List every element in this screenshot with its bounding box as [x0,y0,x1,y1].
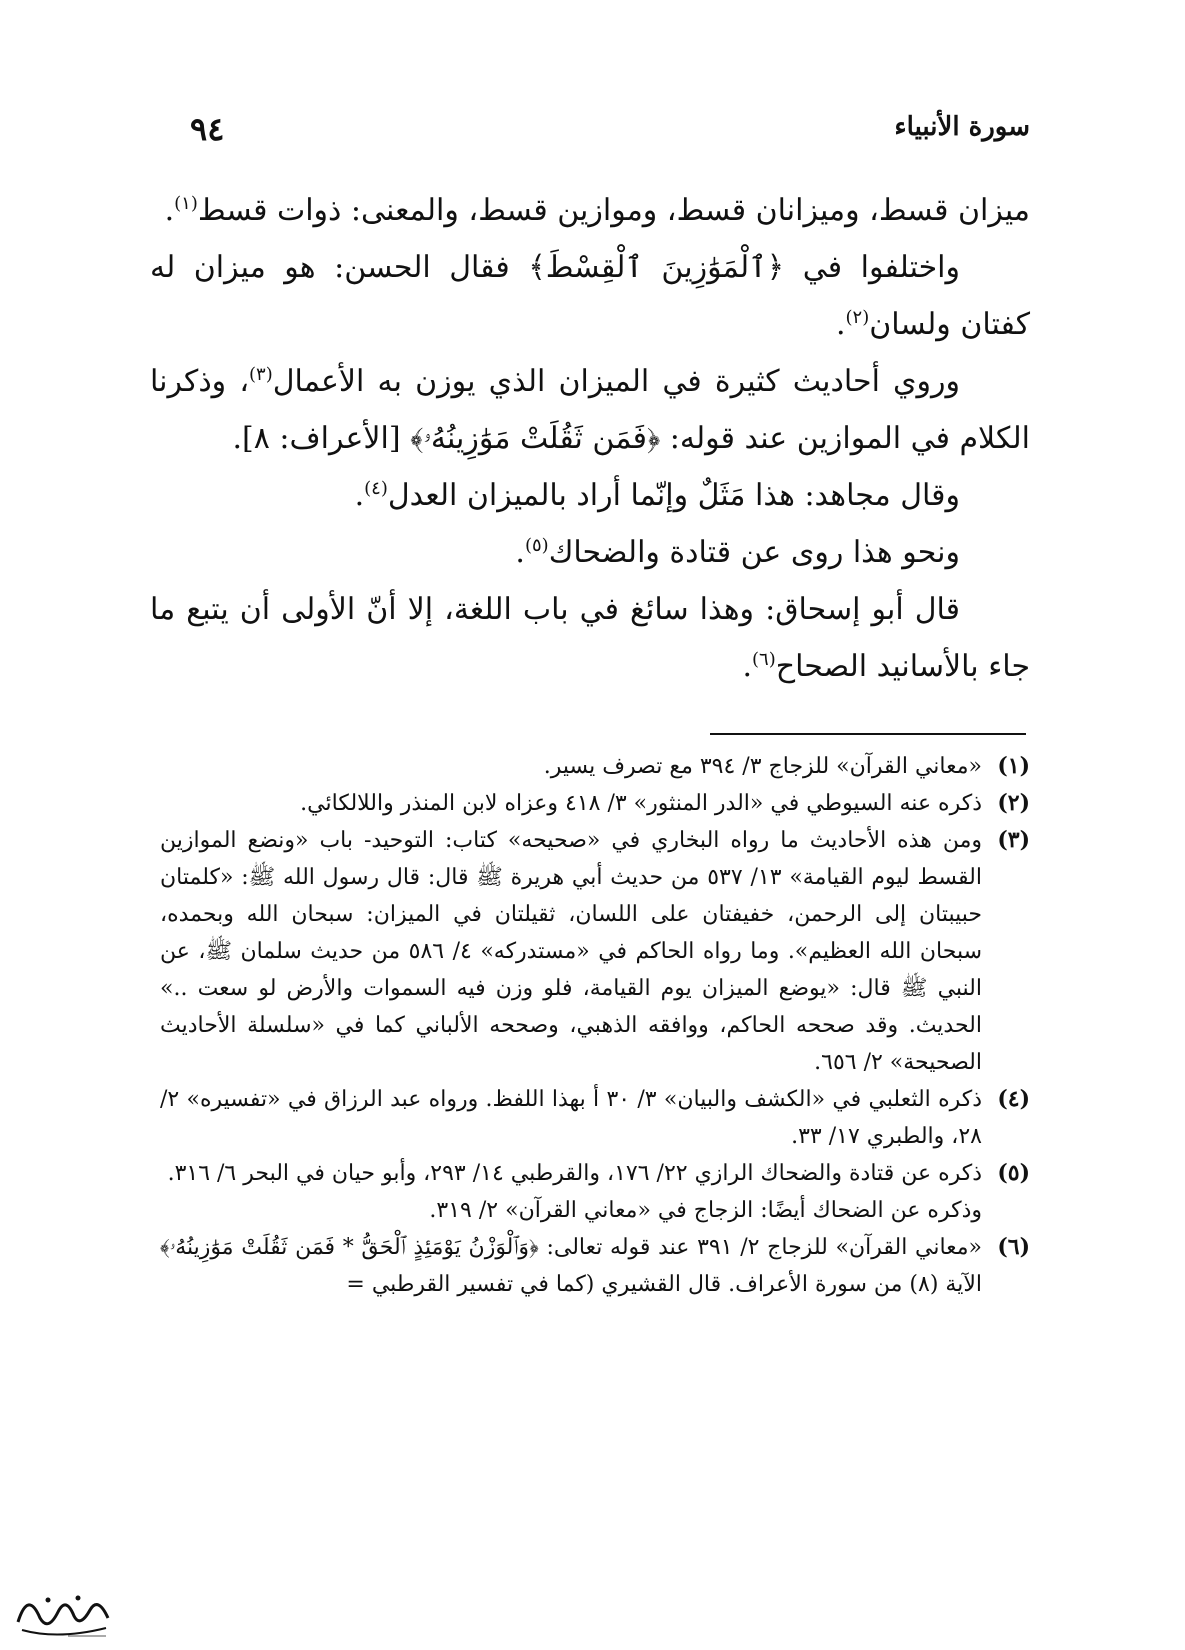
quran-quote: ﴿ٱلْمَوَٰزِينَ ٱلْقِسْطَ﴾ [528,250,785,285]
footnote-number: (٣) [997,827,1030,853]
chapter-title: سورة الأنبياء [894,112,1030,142]
footnote-ref[interactable]: (٥) [524,535,549,556]
footnote-text: «معاني القرآن» للزجاج ٢/ ٣٩١ عند قوله تعالى: ﴿وَٱلْوَزْنُ يَوْمَئِذٍ ٱلْحَقُّ * فَمَن ثَقُلَتْ مَوَٰزِينُهُۥ﴾ الآية (٨) من سورة الأعراف. قال القشيري (كما في تفسير القرطبي = [160,1235,983,1297]
footnote-3 [160,822,1030,1081]
footnote-ref[interactable]: (١) [174,193,198,214]
footnote-5-continuation [160,1192,1030,1229]
paragraph-3: وروي أحاديث كثيرة في الميزان الذي يوزن به الأعمال$^{(٣)}$، وذكرنا الكلام في الموازين عند قوله: ﴿فَمَن ثَقُلَتْ مَوَٰزِينُهُۥ﴾ [الأعراف: ٨]. [150,364,1030,456]
footnote-divider [710,733,1026,735]
paragraph-1: ميزان قسط، وميزانان قسط، وموازين قسط، والمعنى: ذوات قسط$^{(١)}$. [164,193,1030,228]
footnote-text: «معاني القرآن» للزجاج ٣/ ٣٩٤ مع تصرف يسير. [543,754,982,779]
main-text [150,182,1030,695]
footnote-text: ذكره عنه السيوطي في «الدر المنثور» ٣/ ٤١٨ وعزاه لابن المنذر واللالكائي. [300,791,982,816]
footnote-2 [160,785,1030,822]
footnote-ref[interactable]: (٢) [845,307,870,328]
footnote-ref[interactable]: (٣) [249,364,273,385]
paragraph-6: قال أبو إسحاق: وهذا سائغ في باب اللغة، إلا أنّ الأولى أن يتبع ما جاء بالأسانيد الصحاح$^{(٦)}$. [150,592,1030,684]
footnote-text: ذكره الثعلبي في «الكشف والبيان» ٣/ ٣٠ أ بهذا اللفظ. ورواه عبد الرزاق في «تفسيره» ٢/ ٢٨، والطبري ١٧/ ٣٣. [160,1087,982,1149]
footnote-text: وذكره عن الضحاك أيضًا: الزجاج في «معاني القرآن» ٢/ ٣١٩. [429,1198,982,1223]
footnote-ref[interactable]: (٦) [752,649,776,670]
page-number: ٩٤ [190,110,225,148]
page-header [190,106,1030,156]
footnote-number [982,1192,1030,1229]
footnote-number: (١) [997,753,1030,779]
footnote-5 [160,1155,1030,1192]
footnote-number: (٦) [997,1234,1030,1260]
paragraph-2: واختلفوا في ﴿ٱلْمَوَٰزِينَ ٱلْقِسْطَ﴾ فقال الحسن: هو ميزان له كفتان ولسان$^{(٢)}$. [150,250,1030,342]
footnote-number: (٢) [997,790,1030,816]
footnote-text: ومن هذه الأحاديث ما رواه البخاري في «صحيحه» كتاب: التوحيد- باب «ونضع الموازين القسط ليوم القيامة» ١٣/ ٥٣٧ من حديث أبي هريرة ﷺ قال: قال رسول الله ﷺ: «كلمتان حبيبتان إلى الرحمن، خفيفتان على اللسان، ثقيلتان في الميزان: سبحان الله وبحمده، سبحان الله العظيم». وما رواه الحاكم في «مستدركه» ٤/ ٥٨٦ من حديث سلمان ﷺ، عن النبي ﷺ قال: «يوضع الميزان يوم القيامة، فلو وزن فيه السموات والأرض لو سعت ..» الحديث. وقد صححه الحاكم، ووافقه الذهبي، وصححه الألباني كما في «سلسلة الأحاديث الصحيحة» ٢/ ٦٥٦. [160,828,983,1075]
paragraph-5: ونحو هذا روى عن قتادة والضحاك$^{(٥)}$. [515,535,960,570]
paragraph-4: وقال مجاهد: هذا مَثَلٌ وإنّما أراد بالميزان العدل$^{(٤)}$. [354,478,960,513]
footnotes [160,748,1030,1303]
footnote-1 [160,748,1030,785]
footnote-number: (٤) [997,1086,1030,1112]
quran-quote: ﴿فَمَن ثَقُلَتْ مَوَٰزِينُهُۥ﴾ [410,421,661,456]
footnote-number: (٥) [997,1160,1030,1186]
footnote-6 [160,1229,1030,1303]
footnote-text: ذكره عن قتادة والضحاك الرازي ٢٢/ ١٧٦، والقرطبي ١٤/ ٢٩٣، وأبو حيان في البحر ٦/ ٣١٦. [167,1161,982,1186]
footnote-ref[interactable]: (٤) [364,478,388,499]
calligraphy-watermark-logo [8,1582,118,1644]
footnote-4 [160,1081,1030,1155]
